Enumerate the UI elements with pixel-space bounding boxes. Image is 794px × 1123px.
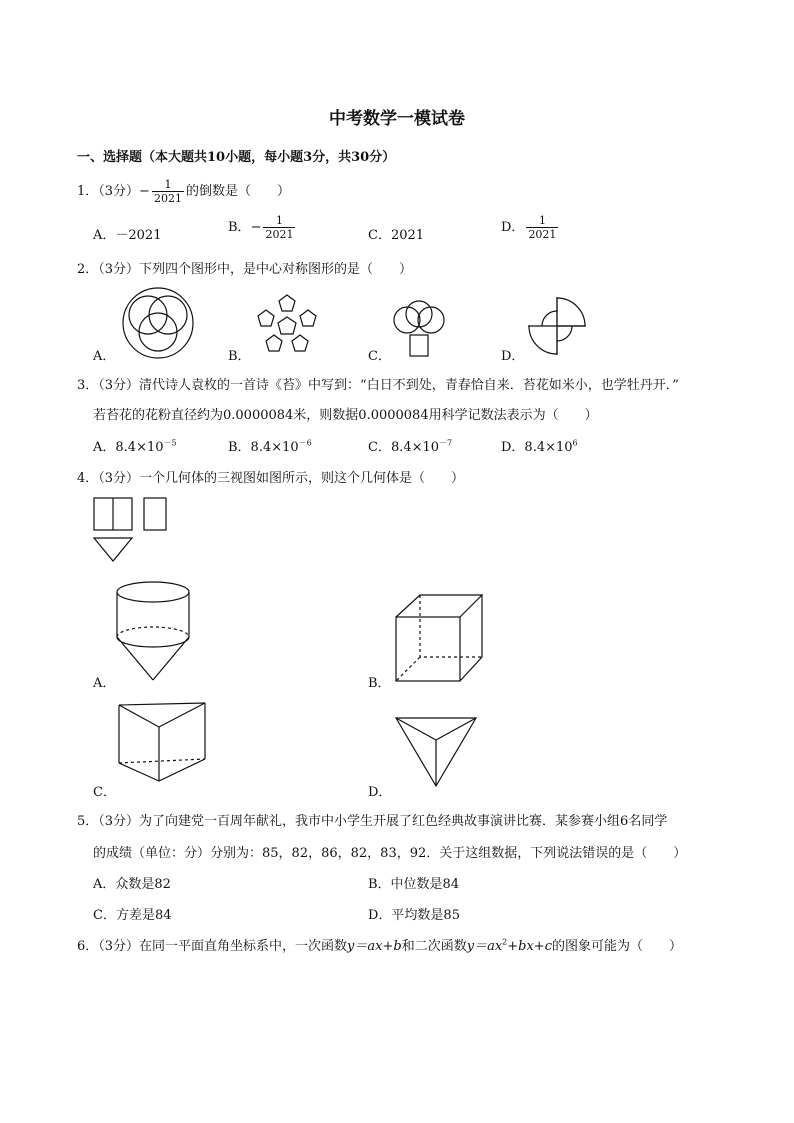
q3-a-text: A．8.4×10 [93, 440, 164, 455]
q1-b-num: 1 [275, 214, 283, 227]
q6-quadratic-exp: 2 [502, 937, 508, 947]
q4-option-c: C． [93, 785, 116, 800]
q4-three-views-figure [92, 496, 172, 564]
q4-option-b: B． [368, 676, 391, 691]
q2-option-b: B． [228, 349, 251, 364]
q3-b-exp: －6 [298, 438, 312, 448]
q1-minus: − [139, 184, 150, 199]
q6-suffix: 的图象可能为（ ） [551, 939, 682, 954]
q2-figure-d-pinwheel [524, 293, 590, 359]
q6-quadratic-b: +bx+c [507, 939, 552, 954]
q1-b-den: 2021 [265, 228, 294, 241]
q2-option-d: D． [501, 349, 525, 364]
q3-option-d [501, 436, 578, 455]
q5-option-b: B．中位数是84 [368, 877, 460, 892]
q1-b-label: B． [228, 220, 251, 235]
q1-c-label: C． [368, 228, 391, 243]
q6-prefix: 6．（3分）在同一平面直角坐标系中，一次函数 [77, 939, 348, 954]
q2-figure-a-circle-petals [118, 287, 198, 359]
q1-a-label: A． [93, 228, 116, 243]
q3-option-c [368, 436, 452, 455]
q1-c-text: 2021 [390, 228, 425, 243]
q5-option-a: A．众数是82 [93, 877, 171, 892]
q6-quadratic-a: y＝ax [466, 939, 503, 954]
q3-d-text: D．8.4×10 [501, 440, 573, 455]
question-2: 2．（3分）下列四个图形中，是中心对称图形的是（ ） [77, 262, 413, 277]
q6-linear-function: y＝ax+b [347, 939, 402, 954]
q2-figure-c-rings-square [389, 298, 449, 360]
q1-option-b [228, 214, 297, 241]
question-3-line-2: 若苔花的花粉直径约为0.0000084米，则数据0.0000084用科学记数法表示为（ ） [93, 408, 598, 423]
q1-a-text: －2021 [115, 228, 162, 243]
q5-option-c: C．方差是84 [93, 908, 172, 923]
question-5-line-1: 5．（3分）为了向建党一百周年献礼，我市中小学生开展了红色经典故事演讲比赛．某参赛小组6名同学 [77, 814, 668, 829]
q4-figure-b-cube [393, 593, 485, 685]
q4-option-d: D． [368, 785, 392, 800]
q1-b-minus: − [250, 220, 262, 235]
q3-c-text: C．8.4×10 [368, 440, 440, 455]
question-3-line-1: 3．（3分）清代诗人袁枚的一首诗《苔》中写到：“白日不到处，青春恰自来．苔花如米小，也学牡丹开．” [77, 378, 679, 393]
q2-option-a: A． [93, 349, 116, 364]
q1-option-c [368, 224, 424, 243]
q1-d-fraction [526, 214, 558, 241]
section-heading: 一、选择题（本大题共10小题，每小题3分，共30分） [77, 150, 396, 165]
q1-d-label: D． [501, 220, 525, 235]
q1-fraction [152, 178, 184, 205]
q3-b-text: B．8.4×10 [228, 440, 299, 455]
q3-d-exp: 6 [572, 438, 578, 448]
q4-figure-a-cylinder-cone [115, 580, 195, 684]
q1-option-d [501, 214, 560, 241]
page-title: 中考数学一模试卷 [329, 109, 465, 129]
q3-option-b [228, 436, 312, 455]
q1-suffix: 的倒数是（ ） [185, 184, 290, 199]
q6-mid: 和二次函数 [401, 939, 467, 954]
question-5-line-2: 的成绩（单位：分）分别为：85，82，86，82，83，92．关于这组数据，下列说法错误的是（ ） [93, 846, 687, 861]
q3-a-exp: －5 [163, 438, 177, 448]
q2-figure-b-pentagons [251, 294, 323, 360]
q3-c-exp: －7 [439, 438, 453, 448]
q4-figure-d-pyramid [393, 714, 479, 790]
q3-option-a [93, 436, 177, 455]
question-4: 4．（3分）一个几何体的三视图如图所示，则这个几何体是（ ） [77, 471, 465, 486]
q1-frac-den: 2021 [153, 192, 182, 205]
q1-frac-num: 1 [164, 178, 172, 191]
q1-d-num: 1 [538, 214, 546, 227]
q5-option-d: D．平均数是85 [368, 908, 460, 923]
q1-d-den: 2021 [528, 228, 557, 241]
q1-option-a [93, 224, 161, 243]
q4-figure-c-triangular-prism [115, 697, 209, 785]
q1-b-fraction [263, 214, 295, 241]
q1-prefix: 1．（3分） [77, 184, 140, 199]
q2-option-c: C． [368, 349, 391, 364]
question-1 [77, 178, 290, 205]
question-6 [77, 935, 682, 954]
q4-option-a: A． [93, 676, 116, 691]
